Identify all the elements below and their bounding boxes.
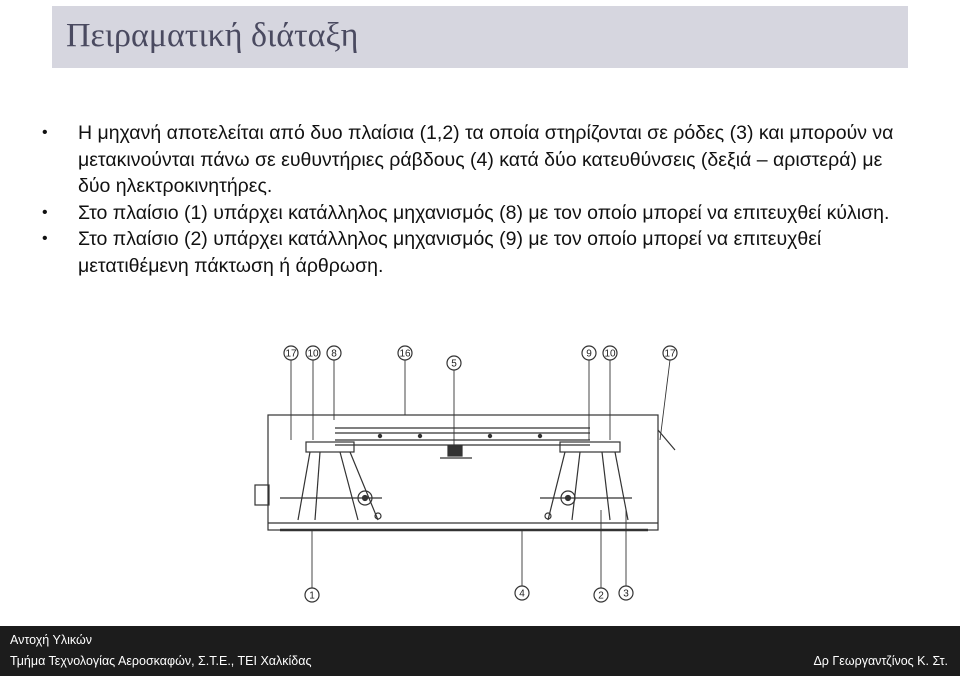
footer-department: Τμήμα Τεχνολογίας Αεροσκαφών, Σ.Τ.Ε., ΤΕΙ Χαλκίδας [10, 654, 312, 668]
label-9: 9 [586, 348, 592, 360]
machine-diagram [250, 340, 700, 610]
callout-labels [284, 346, 677, 602]
footer-author: Δρ Γεωργαντζίνος Κ. Στ. [813, 654, 948, 668]
left-frame [280, 442, 382, 520]
footer [0, 626, 960, 676]
center-device [440, 446, 472, 458]
leader-lines [291, 360, 670, 588]
footer-course: Αντοχή Υλικών [10, 633, 92, 647]
bullet-item [38, 226, 918, 279]
bullet-item [38, 200, 918, 227]
slide-title: Πειραματική διάταξη [66, 17, 359, 54]
bullet-item [38, 120, 918, 200]
title-bar [52, 6, 908, 68]
label-16: 16 [399, 348, 411, 360]
bullet-text: Η μηχανή αποτελείται από δυο πλαίσια (1,2) τα οποία στηρίζονται σε ρόδες (3) και μπορούν να μετακινούνται πάνω σε ευθυντήριες ράβδους (4) κατά δύο κατευθύνσεις (δεξιά – αριστερά) με δύο ηλεκτροκινητήρες. [78, 122, 894, 197]
guide-rails [335, 428, 590, 445]
bullet-glyph: • [42, 230, 48, 247]
bullet-text: Στο πλαίσιο (1) υπάρχει κατάλληλος μηχανισμός (8) με τον οποίο μπορεί να επιτευχθεί κύλιση. [78, 201, 890, 224]
bullet-list [38, 120, 918, 279]
label-4: 4 [519, 588, 525, 600]
label-3: 3 [623, 588, 629, 600]
bullet-glyph: • [42, 124, 48, 141]
label-8: 8 [331, 348, 337, 360]
bullet-glyph: • [42, 203, 48, 221]
bullet-text: Στο πλαίσιο (2) υπάρχει κατάλληλος μηχανισμός (9) με τον οποίο μπορεί να επιτευχθεί μετατιθέμενη πάκτωση ή άρθρωση. [78, 228, 822, 277]
right-frame [540, 442, 632, 520]
label-1: 1 [309, 590, 315, 602]
label-10: 10 [307, 348, 319, 360]
label-5: 5 [451, 358, 457, 370]
label-17: 17 [285, 348, 297, 360]
label-10: 10 [604, 348, 616, 360]
label-17: 17 [664, 348, 676, 360]
label-2: 2 [598, 590, 604, 602]
